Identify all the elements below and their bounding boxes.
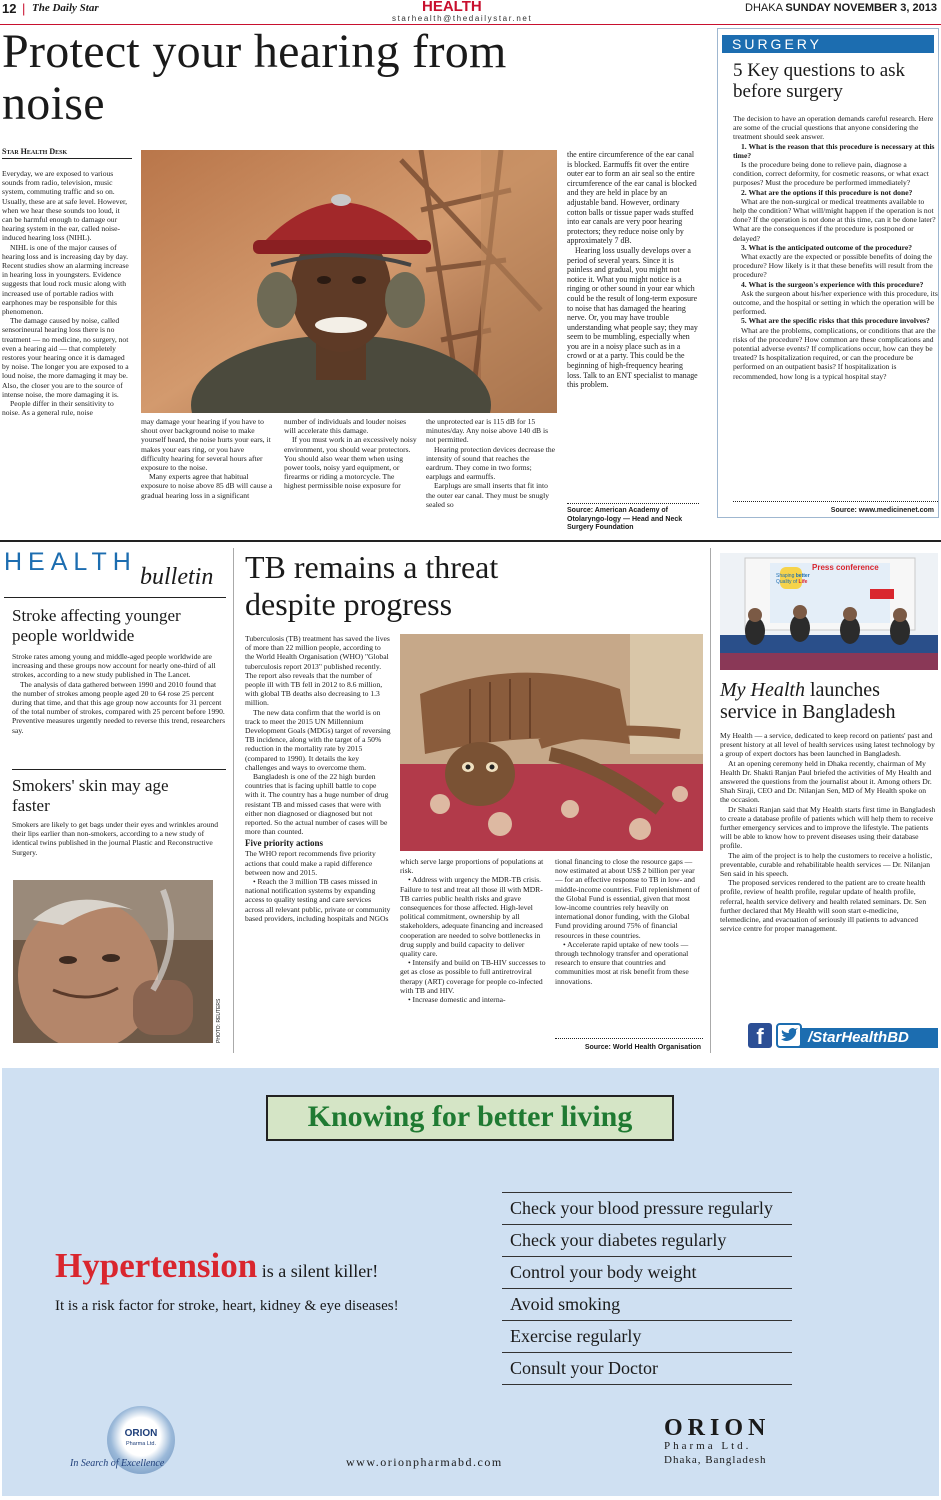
ad-subline: It is a risk factor for stroke, heart, kidney & eye diseases!	[55, 1298, 399, 1314]
bulletin-story1-head: Stroke affecting younger people worldwide	[12, 606, 181, 645]
lead-col3-p1: number of individuals and louder noises will accelerate this damage.	[284, 417, 407, 436]
bulletin-story1-p1: Stroke rates among young and middle-aged people worldwide are increasing and these groups now account for nearly one-third of all strokes, according to a new study published in The Lancet.	[12, 652, 216, 680]
ad-website[interactable]: www.orionpharmabd.com	[346, 1455, 503, 1469]
lead-col2-p2: Many experts agree that habitual exposure to noise above 85 dB will cause a gradual hearing loss in a significant	[141, 472, 273, 500]
tb-source-rule	[555, 1038, 703, 1039]
tb-col1b-p2: • Reach the 3 million TB cases missed in national notification systems by expanding access to quality testing and care services across all relevant public, private or community based providers, including hospitals and NGOs	[245, 877, 391, 923]
myhealth-p1: My Health — a service, dedicated to keep record on patients' past and present history at all level of health services using latest technology by a group of expert doctors has been launched in Bangladesh.	[720, 731, 935, 759]
banner-tag-2: better	[795, 573, 810, 579]
lead-col3-p2: If you must work in an excessively noisy environment, you should wear protectors. You should also wear them when using power tools, noisy yard equipment, or firearms or riding a motorcycle. The highest permissible noise exposure for	[284, 435, 417, 491]
surgery-headline: 5 Key questions to ask before surgery	[733, 60, 906, 102]
section-label: HEALTH	[422, 0, 482, 15]
lead-col-4	[426, 417, 557, 532]
bulletin-story2-p1: Smokers are likely to get bags under their eyes and wrinkles around their lips earlier than non-smokers, according to a new study of identical twins published in the journal Plastic and Reconstructive Surgery.	[12, 820, 219, 857]
surgery-a3: What exactly are the expected or possible benefits of doing the procedure? How likely is it that these benefits will result from the procedure?	[733, 252, 933, 280]
masthead	[0, 0, 941, 24]
ad-headline-red: Hypertension	[55, 1246, 258, 1285]
facebook-icon[interactable]: f	[748, 1023, 772, 1048]
tb-col1b-p1: The WHO report recommends five priority actions that could make a rapid difference between now and 2015.	[245, 849, 376, 877]
press-conference-photo	[720, 553, 938, 670]
myhealth-p3: Dr Shakti Ranjan said that My Health starts first time in Bangladesh to create a database profile of patients which will help them to receive further emergency services and to improve the lifestyle. The patients will be able to know how to prevent diseases using their database profile.	[720, 804, 936, 851]
hearing-photo-illustration	[141, 150, 557, 413]
tb-patient-photo	[400, 634, 703, 851]
banner-tag-3: Quality of	[776, 579, 798, 585]
ad-check-4: Avoid smoking	[502, 1288, 792, 1320]
orion-logo-sub: Pharma Ltd.	[126, 1441, 156, 1447]
twitter-icon[interactable]	[776, 1023, 802, 1048]
tb-col2-p1: which serve large proportions of populations at risk.	[400, 857, 544, 876]
tb-subhead: Five priority actions	[245, 838, 323, 849]
tb-right-rule	[710, 548, 711, 1053]
ad-banner: Knowing for better living	[307, 1100, 633, 1133]
lead-col1-p2: NIHL is one of the major causes of hearing loss and is increasing day by day. Recent studies show an alarming increase in hearing loss in youngsters. Evidence suggests that loud rock music along with increased use of portable radios with earphones may be responsible for this phenomenon.	[2, 242, 129, 317]
lead-col4-p1: the unprotected ear is 115 dB for 15 minutes/day. Any noise above 140 dB is not permitted.	[426, 417, 549, 445]
ad-checklist	[502, 1192, 792, 1385]
myhealth-body	[720, 731, 936, 1006]
lead-col4-p2: Hearing protection devices decrease the intensity of sound that reaches the eardrum. They come in two forms; earplugs and earmuffs.	[426, 444, 556, 482]
tb-col2-p2: • Address with urgency the MDR-TB crisis. Failure to test and treat all those ill with MDR-TB carries public health risks and grave consequences for those affected. High-level political commitment, ownership by all stakeholders, adequate financing and increased cooperation are needed to solve bottlenecks in drug supply and build capacity to deliver quality care.	[400, 875, 543, 959]
paper-name: The Daily Star	[32, 2, 99, 14]
lead-col-5	[567, 150, 699, 495]
myhealth-p2: At an opening ceremony held in Dhaka recently, chairman of My Health Dr. Shakti Ranjan Paul briefed the activities of My Health and answered the questions from the journalist about it. Among others Dr. Shah Siraji, CEO and Dr. Nilanjan Sen, MD of My Health spoke on the occasion.	[720, 758, 932, 805]
lead-col5-p1: the entire circumference of the ear canal is blocked. Earmuffs fit over the entire outer ear to form an air seal so the entire circumference of the ear canal is blocked and they are held in place by an adjustable band. However, ordinary cotton balls or tissue paper wads stuffed into ear canals are very poor hearing protectors; they reduce noise only by approximately 7 dB.	[567, 150, 697, 246]
twitter-bird-icon	[778, 1025, 800, 1046]
press-banner-title: Press conference	[812, 563, 879, 572]
surgery-a2: What are the non-surgical or medical treatments available to help the condition? What will/might happen if the operation is not done? If the operation is not done at this time, can it be done later? What are the consequences if the procedure is postponed or delayed?	[733, 196, 936, 243]
tb-source: Source: World Health Organisation	[584, 1044, 701, 1051]
lead-photo-hearing-protection	[141, 150, 557, 413]
orion-brand-sub: Pharma Ltd.	[664, 1440, 752, 1452]
myhealth-headline-rest: launches service in Bangladesh	[720, 679, 896, 723]
surgery-q4: 4. What is the surgeon's experience with this procedure?	[741, 279, 924, 289]
smoker-photo-illustration	[13, 880, 213, 1043]
tb-col2-p4: • Increase domestic and interna-	[408, 995, 506, 1005]
myhealth-p5: The proposed services rendered to the patient are to create health profile, review of health profile, regular update of health profile, referral, health service delivery and health related seminars. Dr. Sen further declared that My Health will soon start e-medicine, telemedicine, and evacuation of seriously ill patients to advanced service centre for proper management.	[720, 878, 927, 934]
myhealth-p4: The aim of the project is to help the customers to receive a holistic, preventable, curable and rehabilitable health services — Dr. Nilanjan Sen said in his speech.	[720, 850, 933, 879]
tb-col-2	[400, 857, 546, 1053]
lead-headline: Protect your hearing from noise	[2, 25, 507, 130]
bulletin-story-divider	[12, 769, 226, 770]
dateline-city: DHAKA	[745, 2, 783, 14]
ad-headline-rest: is a silent killer!	[257, 1261, 379, 1281]
tb-col-3	[555, 857, 703, 1037]
myhealth-headline-italic: My Health	[720, 679, 805, 701]
tb-col1-p1: Tuberculosis (TB) treatment has saved the lives of more than 22 million people, according to the World Health Organisation (WHO) "Global tuberculosis report 2013" published recently. The report also reveals that the number of people ill with TB fell in 2012 to 8.6 million, with global TB deaths also decreasing to 1.3 million.	[245, 634, 390, 708]
tb-col2-p3: • Intensify and build on TB-HIV successes to get as close as possible to full antiretroviral therapy (ART) coverage for people co-infected with TB and HIV.	[400, 958, 546, 995]
social-handle[interactable]: /StarHealthBD	[808, 1029, 909, 1046]
banner-tag-4: Life	[798, 579, 808, 585]
orion-brand-city: Dhaka, Bangladesh	[664, 1454, 767, 1466]
surgery-q3: 3. What is the anticipated outcome of the procedure?	[741, 242, 913, 252]
bulletin-story2-body	[12, 820, 226, 876]
orion-logo-name: ORION	[124, 1428, 158, 1439]
ad-check-6: Consult your Doctor	[502, 1352, 792, 1385]
ad-check-5: Exercise regularly	[502, 1320, 792, 1352]
ad-check-2: Check your diabetes regularly	[502, 1224, 792, 1256]
lead-col2-p1: may damage your hearing if you have to shout over background noise to make yourself heard, the noise hurts your ears, it makes your ears ring, or you have difficulty hearing for several hours after exposure to the noise.	[141, 417, 271, 473]
lead-col1-p1: Everyday, we are exposed to various sounds from radio, television, music system, commuting traffic and so on. Usually, these are at safe level. However, when we hear these sounds too loud, it can be harmful enough to damage our hearing system in the ear, called noise-induced hearing loss (NIHL).	[2, 169, 128, 243]
dateline	[745, 2, 937, 14]
social-bar[interactable]	[748, 1023, 938, 1050]
orion-wordmark	[664, 1416, 784, 1467]
separator: |	[22, 1, 26, 16]
press-banner-tags	[776, 573, 810, 585]
tb-col1-p3: Bangladesh is one of the 22 high burden countries that is facing uphill battle to cope with it. The country has a huge number of drug resistant TB and missed cases that were with either non diagnosed or diagnosed but not reported. So the actual number of cases will be more than counted.	[245, 772, 389, 837]
surgery-kicker: SURGERY	[732, 36, 822, 52]
byline-rule	[2, 158, 132, 159]
surgery-a4: Ask the surgeon about his/her experience with this procedure, its outcome, and the hospital or setting in which the operation will be performed.	[733, 288, 938, 317]
ad-check-1: Check your blood pressure regularly	[502, 1192, 792, 1224]
lead-col5-p2: Hearing loss usually develops over a period of several years. Since it is painless and gradual, you might not notice it. What you might notice is a ringing or other sound in your ear which could be the result of long-term exposure to noise that has damaged the hearing nerve. Or, you may have trouble understanding what people say; they may seem to be mumbling, especially when you are in a noisy place such as in a crowd or at a party. This could be the beginning of high-frequency hearing loss. Talk to an ENT specialist to manage this problem.	[567, 245, 698, 390]
tb-photo-illustration	[400, 634, 703, 851]
smoker-photo-credit: PHOTO: REUTERS	[216, 998, 222, 1043]
lead-col1-p4: People differ in their sensitivity to noise. As a general rule, noise	[2, 399, 114, 418]
tb-col3-p1: tional financing to close the resource gaps — now estimated at about US$ 2 billion per year — for an effective response to TB in low- and middle-income countries. Full replenishment of the Global Fund is essential, given that most low-income countries rely heavily on international donor funding, with the Global Fund providing around 75% of financial resources in these countries.	[555, 857, 700, 940]
bulletin-story1-p2: The analysis of data gathered between 1990 and 2010 found that the number of strokes among people aged 20 to 64 rose 25 percent during that time, and that this age group now accounts for 31 percent of the total number of strokes, compared with 25 percent before 1990. Preventive measures urgently needed to reverse this trend, researchers say.	[12, 679, 226, 735]
bulletin-story2-head: Smokers' skin may age faster	[12, 776, 169, 815]
bulletin-right-rule	[233, 548, 234, 1053]
orion-ad	[2, 1068, 939, 1496]
ad-tagline: In Search of Excellence	[70, 1458, 165, 1469]
smoker-photo	[13, 880, 213, 1043]
surgery-source-rule	[733, 501, 938, 502]
surgery-q2: 2. What are the options if this procedure is not done?	[741, 187, 913, 197]
lead-col1-p3: The damage caused by noise, called sensorineural hearing loss there is no treatment — no medicine, no surgery, not even a hearing aid — that completely restores your hearing once it is damaged by noise. The longer you are exposed to a loud noise, the more damaging it may be. Also, the closer you are to the source of intense noise, the more damaging it is.	[2, 316, 129, 399]
surgery-intro: The decision to have an operation demands careful research. Here are some of the crucial questions that anyone considering the treatment should seek answer.	[733, 114, 934, 142]
lead-source-rule	[567, 503, 699, 504]
surgery-a5: What are the problems, complications, or conditions that are the risks of the procedure? How common are these complications and potential adverse events? If complications occur, how can they be treated? Is hospitalization required, or can the procedure be performed on an outpatient basis? If hospitalization is recommended, how long is a typical hospital stay?	[733, 325, 936, 381]
tb-col3-p2: • Accelerate rapid uptake of new tools — through technology transfer and operational research to ensure that countries and communities most at risk benefit from these innovations.	[555, 939, 689, 986]
bulletin-title-script: bulletin	[140, 564, 214, 590]
surgery-q1: 1. What is the reason that this procedure is necessary at this time?	[733, 141, 935, 160]
page-number: 12	[2, 1, 17, 16]
banner-tag-1: Shaping	[776, 573, 795, 579]
surgery-box	[717, 28, 939, 518]
lead-source: Source: American Academy of Otolaryngo-logy — Head and Neck Surgery Foundation	[567, 507, 683, 531]
lead-col4-p3: Earplugs are small inserts that fit into the outer ear canal. They must be snugly sealed so	[426, 481, 550, 509]
upper-section-rule	[0, 540, 941, 542]
myhealth-headline	[720, 679, 935, 723]
surgery-source: Source: www.medicinenet.com	[830, 507, 934, 514]
tb-col-1	[245, 634, 391, 1054]
tb-headline: TB remains a threat despite progress	[245, 549, 499, 622]
surgery-a1: Is the procedure being done to relieve pain, diagnose a condition, correct deformity, for cosmetic reasons, or what exact purposes? Must the procedure be performed immediately?	[733, 160, 929, 188]
lead-col-1	[2, 169, 132, 534]
ad-headline	[55, 1246, 378, 1286]
lead-col-3	[284, 417, 417, 532]
section-email: starhealth@thedailystar.net	[392, 14, 533, 23]
orion-brand: ORION	[664, 1415, 771, 1441]
bulletin-story1-body	[12, 652, 226, 767]
surgery-body	[733, 114, 938, 494]
bulletin-title-word: HEALTH	[4, 548, 137, 576]
ad-check-3: Control your body weight	[502, 1256, 792, 1288]
lead-col-2	[141, 417, 274, 532]
surgery-q5: 5. What are the specific risks that this procedure involves?	[741, 316, 930, 326]
bulletin-title-rule	[4, 597, 226, 598]
lead-byline: Star Health Desk	[2, 147, 68, 156]
tb-col1-p2: The new data confirm that the world is on track to meet the 2015 UN Millennium Development Goals (MDGs) target of reversing TB incidence, along with the target of a 50% reduction in the mortality rate by 2015 (compared to 1990). It details the key challenges and ways to overcome them.	[245, 707, 391, 772]
dateline-date: SUNDAY NOVEMBER 3, 2013	[785, 2, 937, 14]
